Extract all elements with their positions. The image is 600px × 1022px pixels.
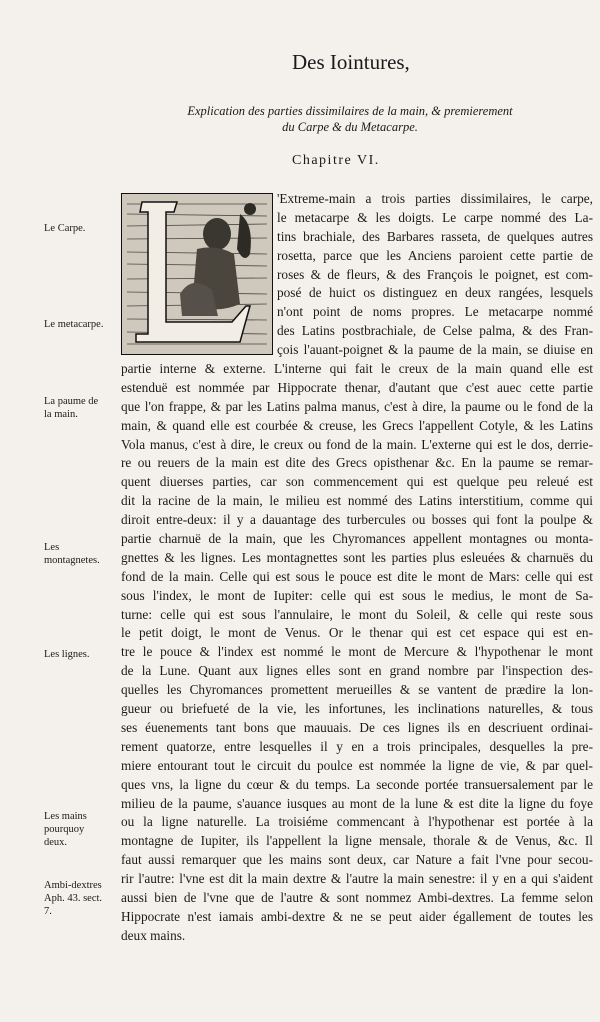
text-line: miere entourant tout le circuit du poulce est nommée la ligne de vie, & par quel- (121, 757, 593, 773)
text-line: çois l'auant-poignet & la paume de la main, se diuise en (277, 342, 593, 358)
text-line: dit la racine de la main, le milieu est nommé des Latins interstitium, comme qui (121, 493, 593, 509)
text-line: des Latins postbrachiale, de Celse palma, & des Fran- (277, 323, 593, 339)
text-line: roses & de fleurs, & des François le poignet, est com- (277, 266, 593, 282)
text-line: deux mains. (121, 927, 186, 943)
text-line: posé de huict os distinguez en deux rangées, lesquels (277, 285, 593, 301)
text-line: gueur ou briefueté de la vie, les infortunes, les inclinations naturelles, & tous (121, 701, 593, 717)
text-line: rement quatorze, entre lesquelles il y en a trois principales, desquelles la pre- (121, 738, 593, 754)
text-line: quelles les Chyromances promettent merueilles & se vantent de prædire la lon- (121, 682, 593, 698)
text-line: main, & quand elle est courbée & creuse, les Grecs l'appellent Cotyle, & les Latins (121, 417, 593, 433)
margin-note-ambidextres: Ambi-dextres Aph. 43. sect. 7. (44, 880, 103, 917)
margin-note-mains: Les mains pourquoy deux. (44, 811, 87, 848)
text-line: Vola manus, c'est à dire, le creux ou fond de la main. L'externe qui est le dos, derrie- (121, 436, 593, 452)
text-line: que l'on frappe, & par les Latins palma manus, c'est à dire, la paume ou le fond de la (121, 398, 593, 414)
text-line: partie charnuë de la main, que les Chyromances appellent montagnes ou monta- (121, 531, 593, 547)
chapter-heading: Chapitre VI. (292, 153, 380, 168)
running-title: Des Iointures, (292, 50, 410, 74)
margin-note-lignes: Les lignes. (44, 649, 90, 660)
text-line: le petit doigt, le mont de Venus. Or le thenar qui est cet espace qui est en- (121, 625, 593, 641)
text-line: rosetta, parce que les Anciens paroient cette partie de (277, 247, 593, 263)
text-line: quent diuerses parties, car son commencement qui est quelque peu releué est (121, 474, 593, 490)
text-line: aussi bien de l'vne que de l'autre & sont nommez Ambi-dextres. La femme selon (121, 889, 593, 905)
subtitle-line-2: du Carpe & du Metacarpe. (282, 120, 418, 134)
text-line: tre le pouce & l'index est nommé le mont de Mercure & l'hypothenar le mont (121, 644, 593, 660)
text-line: de la Lune. Quant aux lignes elles sont en grand nombre par l'inspection des- (121, 663, 593, 679)
margin-note-metacarpe: Le metacarpe. (44, 319, 104, 330)
text-line: milieu de la paume, s'auance iusques au mont de la lune & est dite la ligne du foye (121, 795, 593, 811)
text-line: rir l'autre: l'vne est dit la main dextre & l'autre la main senestre: il y en a qui s'aident (121, 871, 593, 887)
text-line: fond de la main. Celle qui est sous le pouce est dite le mont de Mars: celle qui est (121, 568, 593, 584)
text-line: 'Extreme-main a trois parties dissimilaires, le carpe, (277, 191, 593, 206)
text-line: ses éuenements tant bons que mauuais. De ces lignes ils en descriuent ordinai- (121, 719, 593, 735)
text-line: sous l'index, le mont de Iupiter: celle qui est sous le medius, le mont de Sa- (121, 587, 593, 603)
text-line: le metacarpe & les doigts. Le carpe nommé des La- (277, 209, 593, 225)
text-line: n'ont point de noms propres. Le metacarpe nommé (277, 304, 593, 320)
chapter-subtitle (150, 103, 550, 135)
text-line: Hippocrate n'est iamais ambi-dextre & ne se peut aider égallement de toutes les (121, 908, 593, 924)
margin-note-montagnetes: Les montagnetes. (44, 542, 100, 566)
text-line: turne: celle qui est sous l'annulaire, le mont du Soleil, & celle qui reste sous (121, 606, 593, 622)
text-line: estenduë est nommée par Hippocrate thenar, d'autant que c'est auec cette partie (121, 379, 593, 395)
text-line: montagne de Iupiter, ils l'appellent la ligne mensale, thorale & de Venus, &c. Il (121, 833, 593, 849)
text-line: re ou reuers de la main est dite des Grecs opisthenar &c. En la paume se remar- (121, 455, 593, 471)
text-line: tins brachiale, des Barbares rasseta, de quelques autres (277, 228, 593, 244)
text-line: gnettes & les lignes. Les montagnettes sont les parties plus esleuées & charnuës du (121, 549, 593, 565)
text-line: partie interne & externe. L'interne qui fait le creux de la main quand elle est (121, 361, 593, 377)
main-text (121, 190, 593, 946)
text-line: diroit entre-deux: il y a dauantage des turbercules ou bosses qui font la poulpe & (121, 512, 593, 528)
margin-note-carpe: Le Carpe. (44, 223, 86, 234)
margin-note-paume: La paume de la main. (44, 396, 99, 420)
text-line: ou la ligne naturelle. La troisiéme commencant à l'hypothenar est portée à la (121, 814, 593, 830)
subtitle-line-1: Explication des parties dissimilaires de la main, & premierement (187, 104, 513, 118)
text-line: ques vns, la ligne du cœur & du temps. La seconde portée transuersalement par le (121, 776, 593, 792)
text-line: faut aussi remarquer que les mains sont deux, car Nature a fait l'vne pour secou- (121, 852, 593, 868)
